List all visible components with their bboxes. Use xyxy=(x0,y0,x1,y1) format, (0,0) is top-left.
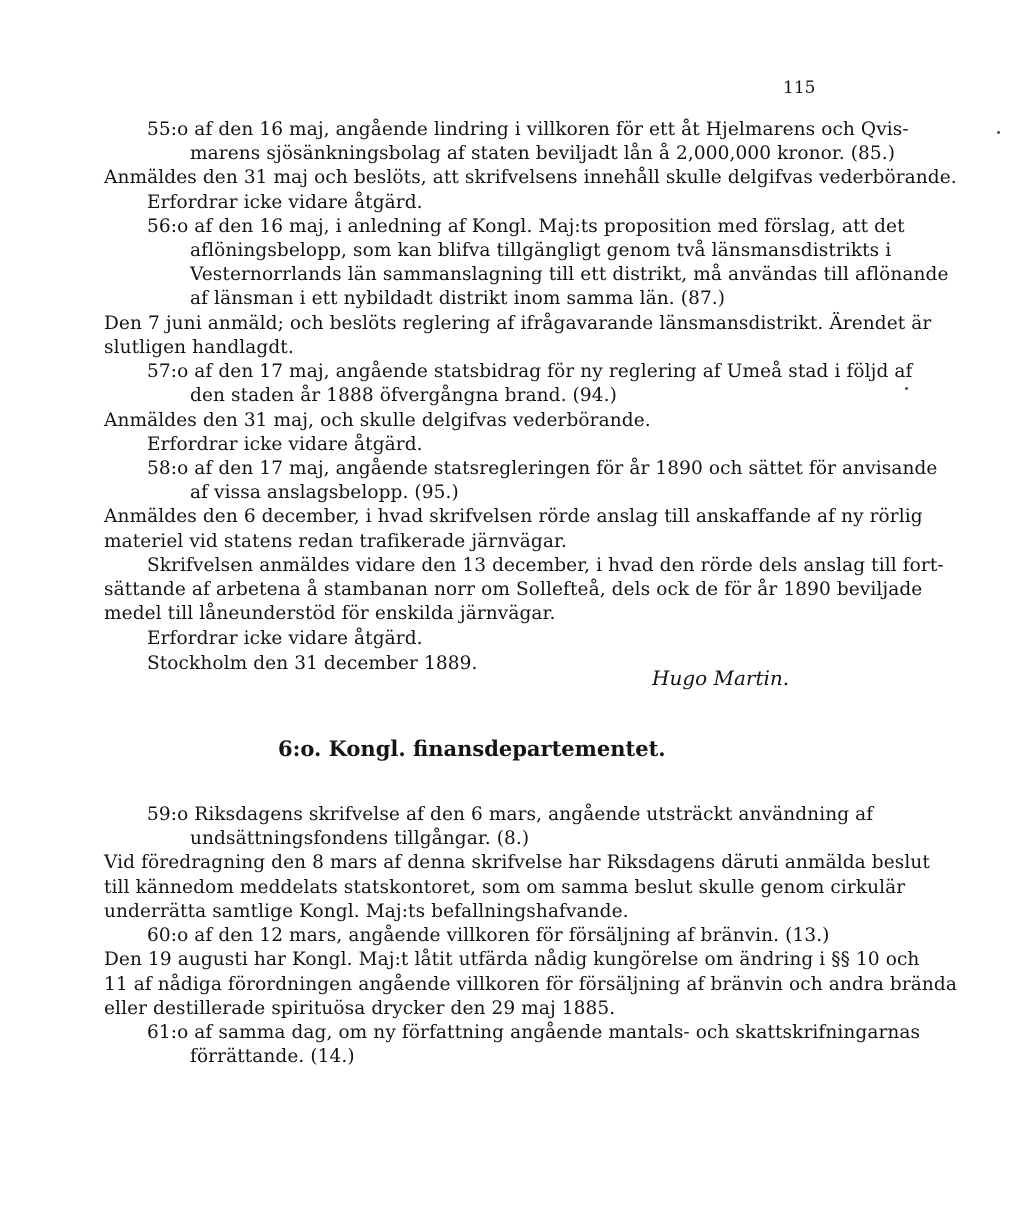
section-heading: 6:o. Kongl. finansdepartementet. xyxy=(278,736,666,761)
text-line: 60:o af den 12 mars, angående villkoren för försäljning af bränvin. (13.) xyxy=(147,925,830,946)
text-line: eller destillerade spirituösa drycker den 29 maj 1885. xyxy=(104,998,616,1019)
page-number: 115 xyxy=(783,78,816,98)
signature: Hugo Martin. xyxy=(652,666,790,690)
scan-speck xyxy=(997,131,1000,134)
text-line: 58:o af den 17 maj, angående statsregleringen för år 1890 och sättet för anvisande xyxy=(147,458,938,479)
text-line: aflöningsbelopp, som kan blifva tillgängligt genom två länsmansdistrikts i xyxy=(190,240,892,261)
text-line: marens sjösänkningsbolag af staten beviljadt lån å 2,000,000 kronor. (85.) xyxy=(190,143,896,164)
scan-speck xyxy=(905,387,908,390)
text-line: 56:o af den 16 maj, i anledning af Kongl. Maj:ts proposition med förslag, att det xyxy=(147,216,905,237)
text-line: 57:o af den 17 maj, angående statsbidrag för ny reglering af Umeå stad i följd af xyxy=(147,361,913,382)
text-line: till kännedom meddelats statskontoret, som om samma beslut skulle genom cirkulär xyxy=(104,877,906,898)
text-line: Den 7 juni anmäld; och beslöts reglering af ifrågavarande länsmansdistrikt. Ärendet är xyxy=(104,313,932,334)
text-line: 55:o af den 16 maj, angående lindring i villkoren för ett åt Hjelmarens och Qvis- xyxy=(147,119,909,140)
text-line: materiel vid statens redan trafikerade järnvägar. xyxy=(104,531,567,552)
text-line: den staden år 1888 öfvergångna brand. (94.) xyxy=(190,385,617,406)
text-line: af länsman i ett nybildadt distrikt inom samma län. (87.) xyxy=(190,288,726,309)
text-line: medel till låneunderstöd för enskilda järnvägar. xyxy=(104,603,556,624)
text-line: förrättande. (14.) xyxy=(190,1046,355,1067)
text-line: slutligen handlagdt. xyxy=(104,337,294,358)
text-line: Anmäldes den 6 december, i hvad skrifvelsen rörde anslag till anskaffande af ny rörlig xyxy=(104,506,923,527)
text-line: underrätta samtlige Kongl. Maj:ts befallningshafvande. xyxy=(104,901,629,922)
text-line: Anmäldes den 31 maj och beslöts, att skrifvelsens innehåll skulle delgifvas vederbörande. xyxy=(104,167,957,188)
text-line: Erfordrar icke vidare åtgärd. xyxy=(147,434,423,455)
text-line: Vesternorrlands län sammanslagning till ett distrikt, må användas till aflönande xyxy=(190,264,949,285)
text-line: af vissa anslagsbelopp. (95.) xyxy=(190,482,459,503)
text-line: undsättningsfondens tillgångar. (8.) xyxy=(190,828,530,849)
text-line: sättande af arbetena å stambanan norr om Sollefteå, dels ock de för år 1890 beviljade xyxy=(104,579,923,600)
text-line: Erfordrar icke vidare åtgärd. xyxy=(147,192,423,213)
text-line: 11 af nådiga förordningen angående villkoren för försäljning af bränvin och andra brända xyxy=(104,974,957,995)
text-line: Skrifvelsen anmäldes vidare den 13 december, i hvad den rörde dels anslag till fort- xyxy=(147,555,944,576)
text-line: Den 19 augusti har Kongl. Maj:t låtit utfärda nådig kungörelse om ändring i §§ 10 och xyxy=(104,949,920,970)
text-line: Erfordrar icke vidare åtgärd. xyxy=(147,628,423,649)
text-line: 61:o af samma dag, om ny författning angående mantals- och skattskrifningarnas xyxy=(147,1022,921,1043)
text-line: Stockholm den 31 december 1889. xyxy=(147,653,478,674)
text-line: Anmäldes den 31 maj, och skulle delgifvas vederbörande. xyxy=(104,410,651,431)
text-line: 59:o Riksdagens skrifvelse af den 6 mars, angående utsträckt användning af xyxy=(147,804,874,825)
text-line: Vid föredragning den 8 mars af denna skrifvelse har Riksdagens däruti anmälda beslut xyxy=(104,852,930,873)
